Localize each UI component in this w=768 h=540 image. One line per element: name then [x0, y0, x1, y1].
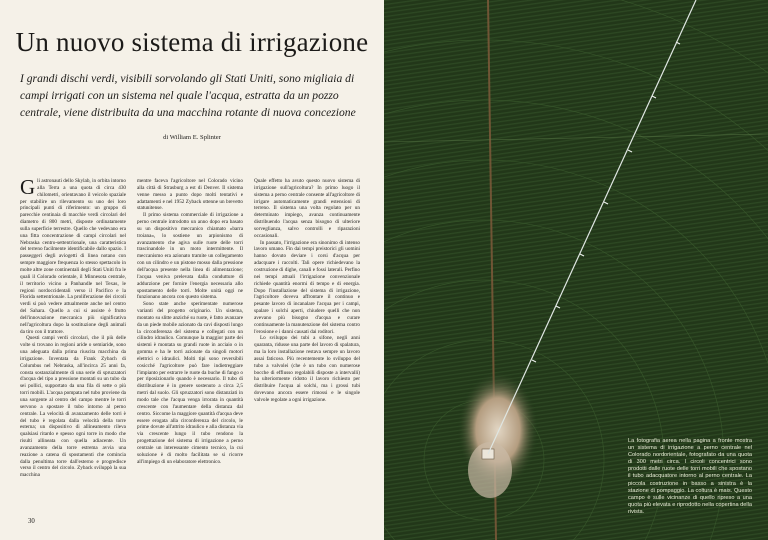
article-subtitle: I grandi dischi verdi, visibili sorvolando gli Stati Uniti, sono migliaia di campi irrigati con un sistema nel quale l'acqua, estratta da un pozzo centrale, viene distribuita da una macchina rotante di nuova concezione [20, 72, 356, 119]
paragraph: In passato, l'irrigazione era sinonimo di intenso lavoro umano. Fin dai tempi preistorici gli uomini hanno dovuto deviare i corsi d'acqua per adacquare i raccolti. Tali opere richiedevano la costruzione di dighe, canali e fossi laterali. Perfino nei tempi attuali l'irrigazione convenzionale richiede quantità enormi di tempo e di energia. Dopo l'installazione del sistema di irrigazione, l'agricoltore doveva affrontare il continuo e pesante lavoro di incanalare l'acqua per i campi, spalare i solchi aperti, chiudere quelli che non avevano più bisogno d'acqua e curare continuamente la manutenzione del sistema contro l'erosione e i danni causati dai roditori. [254, 239, 360, 335]
text-column-3 [254, 178, 360, 523]
paragraph: Lo sviluppo dei tubi a sifone, negli anni quaranta, ridusse una parte del lavoro di spalatura, ma la loro installazione restava sempre un lavoro assai faticoso. Più recentemente lo sviluppo del tubo a valvolei (che è un tubo con numerose bocche di efflusso regolabili disposte a intervalli) ha ulteriormente ridotto il lavoro richiesto per distribuire l'acqua ai solchi, ma i grossi tubi dovevano ancora essere rimossi e le singole valvole regolate a ogni irrigazione. [254, 335, 360, 403]
paragraph: Quale effetto ha avuto questo nuovo sistema di irrigazione sull'agricoltura? In primo luogo il sistema a perno centrale consente all'agricoltore di irrigare automaticamente grandi estensioni di terreno. Il sistema una volta regolato per un determinato impiego, avanza continuamente distribuendo l'acqua senza bisogno di ulteriore sorveglianza, salvo controlli e riparazioni occasionali. [254, 178, 360, 239]
paragraph: Sono state anche sperimentate numerose varianti del progetto originario. Un sistema, montato su slitte anziché su ruote, è fatto avanzare da un piede mobile azionato da cavi disposti lungo la circonferenza del sistema e collegati con un cilindro idraulico. Comunque la maggior parte dei sistemi è montata su grandi ruote in acciaio o in gomma e ha le torri azionate da singoli motori elettrici o idraulici. Molti tipi sono reversibili cosicché l'agricoltore può fare indietreggiare l'impianto per estrarre le ruote da buche di fango o per riposizionarlo quando è necessario. Il tubo di distribuzione è in genere sostenuto a circa 2,5 metri dal suolo. Gli spruzzatori sono distanziati in modo tale che l'acqua venga irrorata in quantità crescente con l'aumentare della distanza dal centro. Siccome la maggiore quantità d'acqua deve essere erogata alla circonferenza del circolo, le prime dovute all'attrito idraulico e alla distanza via via crescente lungo il tubo rendono la progettazione del sistema di irrigazione a perno centrale un interessante cimento tecnico, la cui soluzione è di molto facilitata se si ricorre all'impiego di un elaboratore elettronico. [137, 301, 243, 465]
article-columns [20, 178, 360, 523]
text-column-2 [137, 178, 243, 523]
page-number: 30 [28, 518, 35, 525]
article-title: Un nuovo sistema di irrigazione [15, 27, 369, 57]
paragraph [20, 178, 126, 335]
paragraph: mentre faceva l'agricoltore nel Colorado vicino alla città di Strasburg a est di Denver. Il sistema venne messo a punto dopo molti tentativi e adattamenti e nel 1952 Zyback ottenne un brevetto statunitense. [137, 178, 243, 212]
lead-text: li astronauti dello Skylab, in orbita intorno alla Terra a una quota di circa 430 chilometri, orientavano il veicolo spaziale per stabilire un rilevamento su uno dei loro principali punti di riferimento: un gruppo di parecchie centinaia di macchie verdi circolari del diametro di 800 metri, disposte ordinatamente sulla superficie terrestre. Quello che vedevano era una fitta concentrazione di campi circolari nel Nebraska centro-settentrionale, una caratteristica del terreno facilmente identificabile dallo spazio. I passeggeri degli aviogetti di linea notano con sempre maggiore frequenza lo stesso spettacolo in molte altre zone continentali degli Stati Uniti fra le quali il Colorado orientale, il Minnesota centrale, il territorio vicino a Panhandle nel Texas, le regioni nordoccidentali verso il Pacifico e la Florida settentrionale. La proliferazione dei circoli verdi si può vedere attualmente anche nel centro del Sahara. Quello a cui si assiste è frutto dell'innovazione meccanica più significativa nell'agricoltura dopo la sostituzione degli animali da tiro con il trattore. [20, 178, 126, 335]
aerial-photo-page [384, 0, 768, 540]
text-column-1 [20, 178, 126, 523]
paragraph: Questi campi verdi circolari, che il più delle volte si trovano in regioni aride o semiaride, sono una adeguata dalla prima riuscita macchina da irrigazione. Inventata da Frank Zybach di Columbus nel Nebraska, all'incirca 25 anni fa, consta sostanzialmente di una serie di spruzzatori d'acqua del tipo a pressione montati su un tubo da sei pollici, supportato da una fila di sette o più torri mobili. L'acqua pompata nel tubo proviene da una sorgente al centro del campo mentre le torri servono a spostare il tubo intorno al perno centrale. La velocità di avanzamento delle torri è del tubo è regolata dalla velocità della torre esterna; un dispositivo di allineamento rileva qualsiasi ritardo e spesso ogni torre in modo che risulti allineata con quella adiacente. Un avanzamento della torre estrema avvia una reazione a catena di spostamenti che comincia dalla penultima torre dall'esterno e progredisce verso il centro del circolo. Zyback sviluppò la sua macchina [20, 335, 126, 479]
article-byline: di William E. Splinter [163, 134, 221, 141]
photo-caption: La fotografia aerea nella pagina a fronte mostra un sistema di irrigazione a perno centrale nel Colorado nordorientale, fotografato da una quota di 300 metri circa. I circoli concentrici sono prodotti dalle ruote delle torri mobili che spostano il tubo adacquatore intorno al perno centrale. La piccola costruzione in basso a sinistra è la stazione di pompaggio. La coltura è mais. Questo campo è sulle vicinanze di quello ripreso a una quota più elevata e riprodotto nella copertina della rivista. [628, 438, 752, 515]
paragraph: Il primo sistema commerciale di irrigazione a perno centrale introdotto un anno dopo era basato su un dispositivo meccanico chiamato «barra troiana», lo sostiene un arpionismo di avanzamento che agiva sulle ruote delle torri trascinandole in un moto intermittente. Il meccanismo era azionato tramite un collegamento con un cilindro e un pistone mosso dalla pressione dell'acqua presente nella linea di alimentazione; l'acqua veniva prelevata dalla condutture di addurzione per fornire l'energia necessaria allo spostamento delle torri. Molte unità oggi ne funzionano ancora con questo sistema. [137, 212, 243, 301]
drop-cap: G [20, 178, 36, 199]
